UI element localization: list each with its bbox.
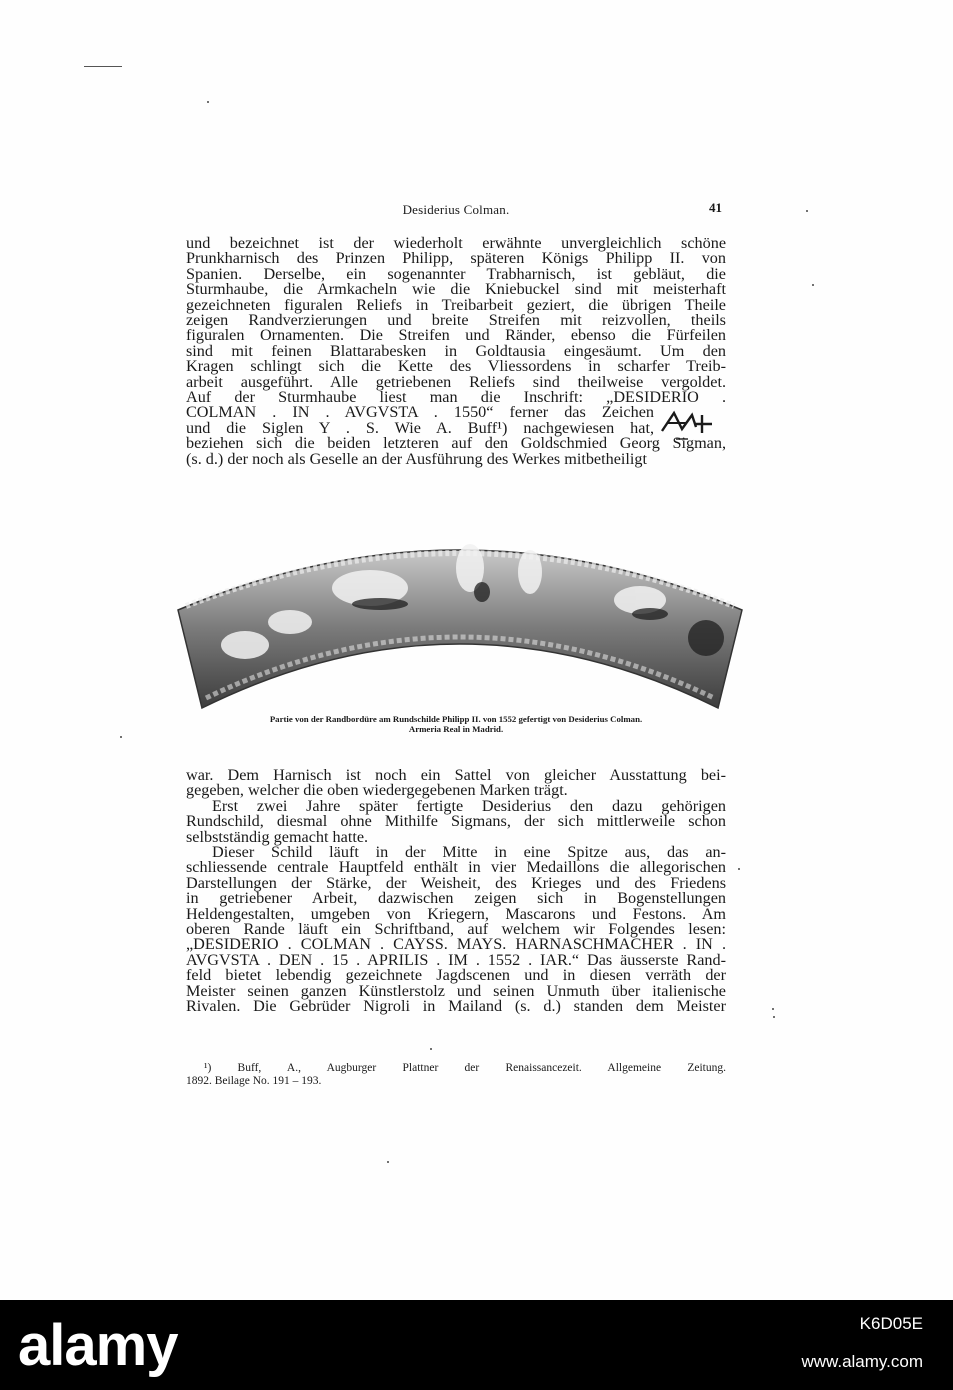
text-line: Erst zwei Jahre später fertigte Desiderius den dazu gehörigen — [212, 796, 726, 815]
text-line: und die Siglen Y . S. Wie A. Buff¹) nachgewiesen hat, — [186, 418, 654, 437]
text-line: sind mit feinen Blattarabesken in Goldtausia eingesäumt. Um den — [186, 341, 726, 360]
text-line: Rundschild, diesmal ohne Mithilfe Sigmans, der sich mittlerweile schon — [186, 812, 726, 831]
image-id: K6D05E — [859, 1314, 923, 1333]
body-continued — [186, 768, 726, 1015]
text-line: in getriebener Arbeit, dazwischen zeigen sich in Bogenstellungen — [186, 889, 726, 908]
header-title: Desiderius Colman. — [402, 202, 510, 217]
text-line: arbeit ausgeführt. Alle getriebenen Reliefs sind theilweise vergoldet. — [186, 372, 726, 391]
scan-speck — [773, 1016, 775, 1018]
text-line: zeigen Randverzierungen und breite Streifen mit reizvollen, theils — [186, 311, 726, 330]
text-line: COLMAN . IN . AVGVSTA . 1550“ ferner das Zeichen — [186, 403, 654, 422]
watermark-banner — [0, 1300, 953, 1390]
scan-speck — [387, 1161, 389, 1163]
text-line: schliessende centrale Hauptfeld enthält in vier Medaillons die allegorischen — [186, 858, 726, 877]
running-header — [186, 200, 726, 220]
scan-speck — [207, 101, 209, 103]
corner-rule — [84, 66, 122, 67]
mark-row — [186, 405, 726, 436]
text-line: Heldengestalten, umgeben von Kriegern, Mascarons und Festons. Am — [186, 904, 726, 923]
text-line: Auf der Sturmhaube liest man die Inschrift: „DESIDERIO . — [186, 388, 726, 407]
text-line: gegeben, welcher die oben wiedergegebenen Marken trägt. — [186, 781, 568, 800]
text-line: figuralen Ornamenten. Die Streifen und Ränder, ebenso die Fürfeilen — [186, 326, 726, 345]
text-line: (s. d.) der noch als Geselle an der Ausführung des Werkes mitbetheiligt — [186, 449, 647, 468]
caption-line: Armeria Real in Madrid. — [408, 724, 504, 734]
scan-speck — [738, 868, 740, 870]
caption-line: Partie von der Randbordüre am Rundschilde Philipp II. von 1552 gefertigt von Desiderius Colman. — [269, 714, 643, 724]
scan-speck — [430, 1048, 432, 1050]
footnote-line: ¹) Buff, A., Augburger Plattner der Renaissancezeit. Allgemeine Zeitung. — [204, 1062, 726, 1074]
scan-speck — [806, 210, 808, 212]
footnote-line: 1892. Beilage No. 191 – 193. — [186, 1075, 322, 1087]
text-line: feld bietet lebendig gezeichnete Jagdscenen und in diesen verräth der — [186, 966, 726, 985]
site-url: www.alamy.com — [801, 1352, 923, 1371]
relief-engraving — [170, 510, 750, 710]
text-line: war. Dem Harnisch ist noch ein Sattel von gleicher Ausstattung bei- — [186, 766, 726, 784]
maker-mark-icon — [656, 407, 718, 447]
text-line: gezeichneten figuralen Reliefs in Treibarbeit geziert, die übrigen Theile — [186, 295, 726, 314]
text-line: oberen Rande läuft ein Schriftband, auf welchem wir Folgendes lesen: — [186, 920, 726, 939]
text-line: Prunkharnisch des Prinzen Philipp, späteren Königs Philipp II. von — [186, 249, 726, 268]
text-line: Spanien. Derselbe, ein sogenannter Trabharnisch, ist gebläut, die — [186, 264, 726, 283]
text-line: Darstellungen der Stärke, der Weisheit, des Krieges und des Friedens — [186, 873, 726, 892]
text-line: und bezeichnet ist der wiederholt erwähnte unvergleichlich schöne — [186, 234, 726, 252]
paragraph-1 — [186, 236, 726, 467]
figure-caption — [186, 714, 726, 734]
text-line: Rivalen. Die Gebrüder Nigroli in Mailand (s. d.) standen dem Meister — [186, 997, 726, 1016]
text-line: „DESIDERIO . COLMAN . CAYSS. MAYS. HARNASCHMACHER . IN . — [186, 935, 726, 954]
text-line: Sturmhaube, die Armkacheln wie die Kniebuckel sind mit meisterhaft — [186, 280, 726, 299]
text-line: selbstständig gemacht hatte. — [186, 827, 369, 846]
text-line: beziehen sich die beiden letzteren auf den Goldschmied Georg Sigman, — [186, 434, 726, 453]
text-line: Kragen schlingt sich die Kette des Vliessordens in scharfer Treib- — [186, 357, 726, 376]
text-line: AVGVSTA . DEN . 15 . APRILIS . IM . 1552 . IAR.“ Das äusserste Rand- — [186, 950, 726, 969]
text-line: Dieser Schild läuft in der Mitte in eine Spitze aus, das an- — [212, 843, 726, 862]
footnote — [186, 1062, 726, 1088]
text-line: Meister seinen ganzen Künstlerstolz und seinen Unmuth über italienische — [186, 981, 726, 1000]
alamy-logo: alamy — [18, 1313, 178, 1378]
scan-speck — [120, 736, 122, 738]
scan-speck — [812, 284, 814, 286]
page-number: 41 — [709, 200, 722, 215]
scan-speck — [772, 1008, 774, 1010]
